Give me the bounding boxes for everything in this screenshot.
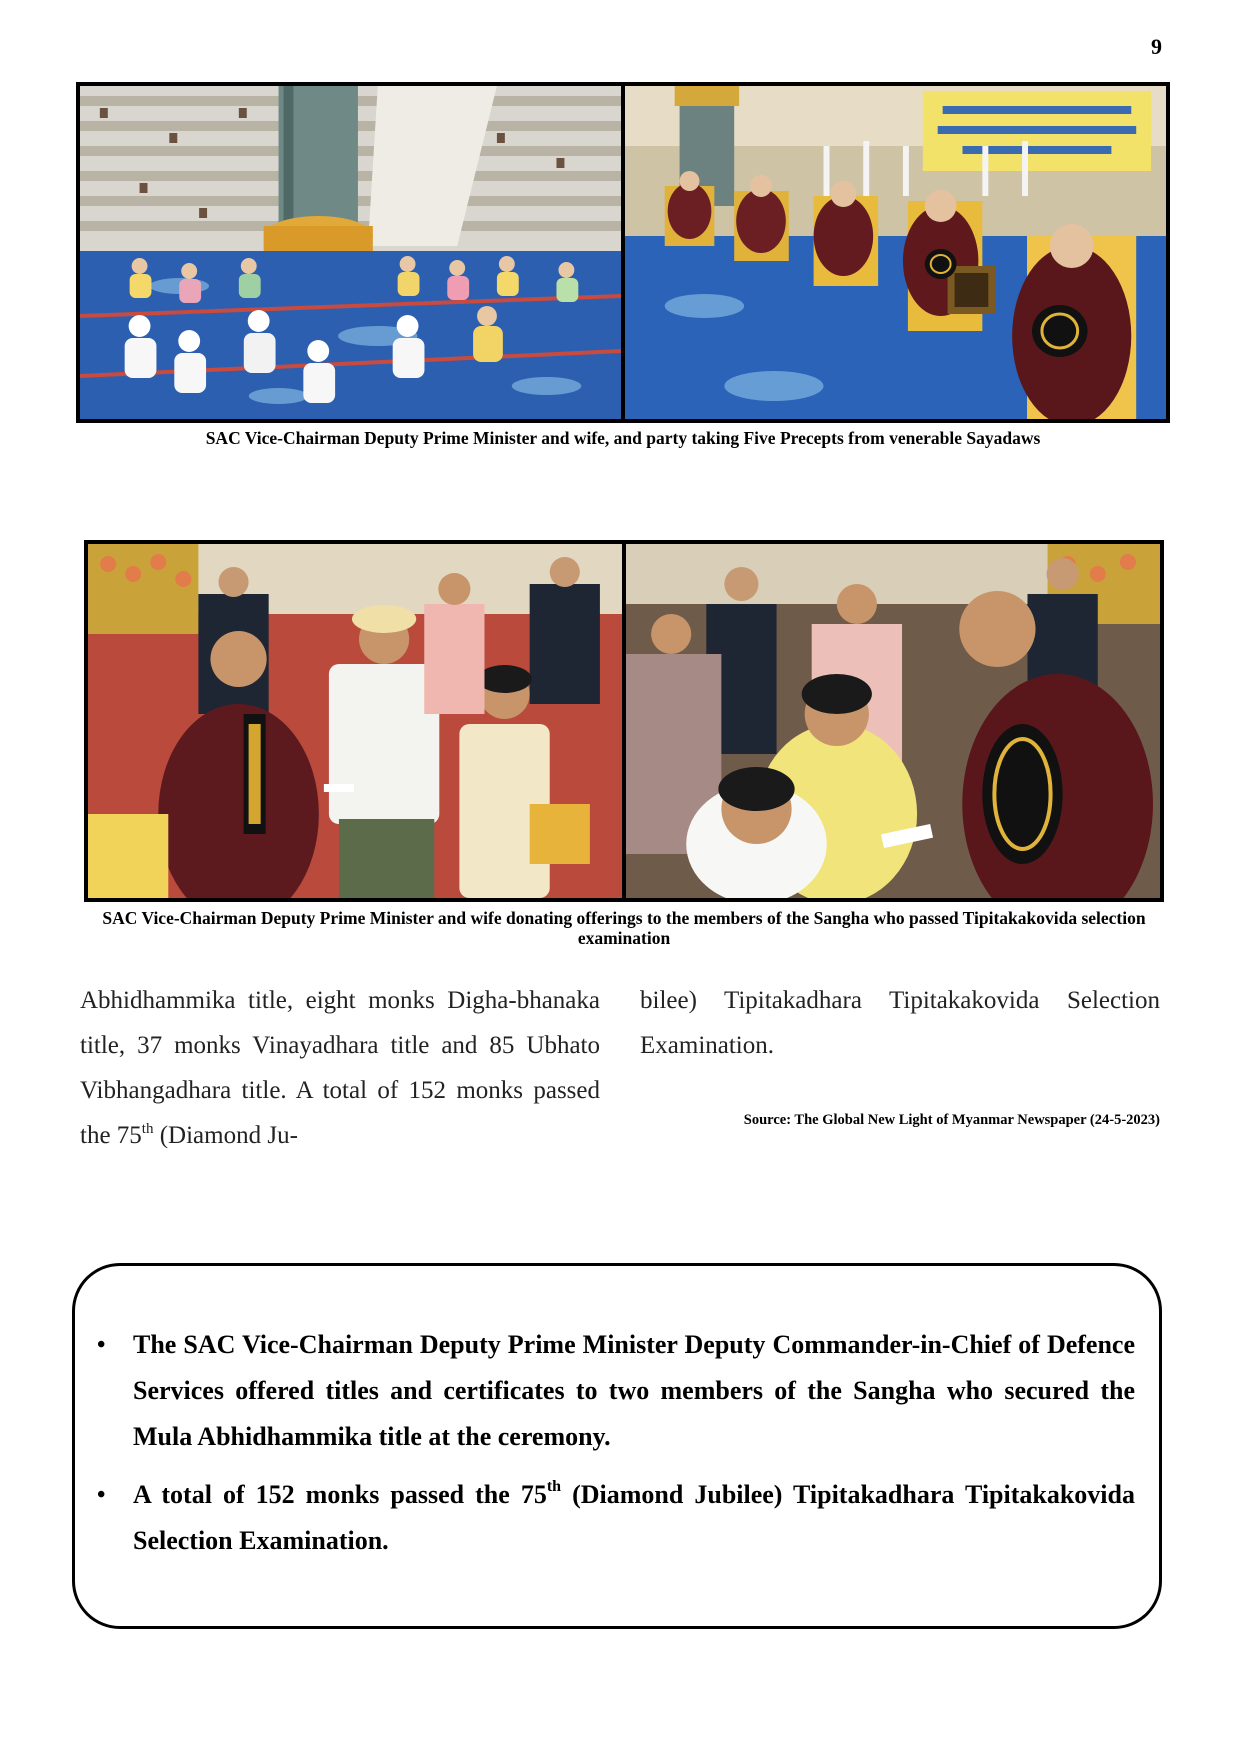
photo-laypeople-hall bbox=[80, 86, 621, 419]
summary-item-text-part2: (Diamond Jubilee) Tipitakadhara Tipitakakovida Selection Examination. bbox=[133, 1480, 1135, 1555]
body-text-left-part1: Abhidhammika title, eight monks Digha-bhanaka title, 37 monks Vinayadhara title and 85 Ubhato Vibhangadhara title. A total of 152 monks passed the 75 bbox=[80, 987, 600, 1149]
summary-item bbox=[97, 1322, 1135, 1460]
body-text-left-column bbox=[80, 978, 600, 1158]
photo-wife-offering bbox=[626, 544, 1160, 898]
ordinal-suffix: th bbox=[141, 1121, 154, 1137]
summary-item bbox=[97, 1472, 1135, 1564]
photo-official-offering bbox=[88, 544, 622, 898]
summary-list bbox=[75, 1266, 1159, 1564]
summary-item-text: The SAC Vice-Chairman Deputy Prime Minister Deputy Commander-in-Chief of Defence Services offered titles and certificates to two members of the Sangha who secured the Mula Abhidhammika title at the ceremony. bbox=[133, 1330, 1135, 1451]
source-citation: Source: The Global New Light of Myanmar Newspaper (24-5-2023) bbox=[743, 1112, 1160, 1128]
bullet-icon: • bbox=[97, 1332, 106, 1358]
body-text-left-part2: (Diamond Ju- bbox=[153, 1122, 298, 1149]
photo-strip-offerings bbox=[84, 540, 1164, 902]
photo-strip-five-precepts bbox=[76, 82, 1170, 423]
page-number: 9 bbox=[1151, 34, 1162, 59]
photo-seated-sayadaws bbox=[625, 86, 1166, 419]
ordinal-suffix: th bbox=[546, 1478, 562, 1495]
summary-item-text-part1: A total of 152 monks passed the 75 bbox=[133, 1480, 547, 1509]
summary-box bbox=[72, 1263, 1162, 1629]
figure-caption-offerings: SAC Vice-Chairman Deputy Prime Minister and wife donating offerings to the members of the Sangha who passed Tipitakakovida selection examination bbox=[102, 908, 1146, 948]
bullet-icon: • bbox=[97, 1482, 106, 1508]
figure-caption-five-precepts: SAC Vice-Chairman Deputy Prime Minister and wife, and party taking Five Precepts from venerable Sayadaws bbox=[205, 428, 1041, 448]
body-text-right-column: bilee) Tipitakadhara Tipitakakovida Selection Examination. bbox=[640, 987, 1160, 1059]
